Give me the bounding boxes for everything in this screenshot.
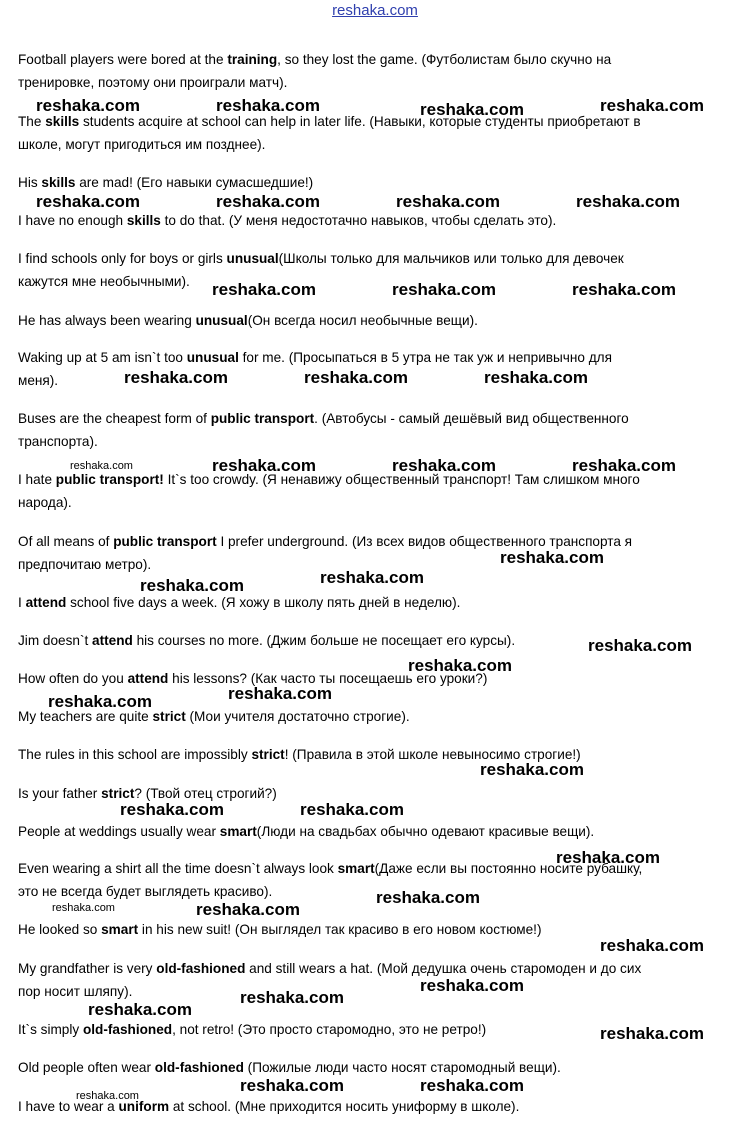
text-line	[18, 922, 541, 938]
line-text: Of all means of	[18, 534, 114, 549]
watermark-text: reshaka.com	[140, 576, 244, 595]
watermark-text: reshaka.com	[228, 684, 332, 703]
watermark-text: reshaka.com	[240, 988, 344, 1007]
text-line	[18, 861, 642, 877]
text-line: кажутся мне необычными).	[18, 274, 190, 289]
vocabulary-keyword: training	[227, 52, 278, 67]
watermark-text: reshaka.com	[212, 456, 316, 475]
text-line: это не всегда будет выглядеть красиво).	[18, 884, 273, 899]
line-text: (Люди на свадьбах обычно одевают красивые вещи).	[256, 824, 595, 839]
vocabulary-keyword: smart	[219, 824, 257, 839]
text-line	[18, 313, 478, 329]
line-text: , so they lost the game. (Футболистам было скучно на	[277, 52, 612, 67]
line-text: How often do you	[18, 671, 128, 686]
watermark-text: reshaka.com	[480, 760, 584, 779]
vocabulary-keyword: skills	[126, 213, 161, 228]
line-text: I find schools only for boys or girls	[18, 251, 227, 266]
line-text: . (Автобусы - самый дешёвый вид общественного	[314, 411, 629, 426]
vocabulary-keyword: strict	[101, 786, 135, 801]
vocabulary-keyword: unusual	[226, 251, 279, 266]
watermark-text: reshaka.com	[408, 656, 512, 675]
text-line	[18, 961, 641, 977]
watermark-text: reshaka.com	[572, 456, 676, 475]
line-text: It`s simply	[18, 1022, 83, 1037]
watermark-text: reshaka.com	[556, 848, 660, 867]
watermark-text: reshaka.com	[392, 280, 496, 299]
text-line	[18, 1022, 486, 1038]
text-line	[18, 472, 640, 488]
watermark-text: reshaka.com	[216, 96, 320, 115]
watermark-text: reshaka.com	[70, 460, 133, 472]
watermark-text: reshaka.com	[396, 192, 500, 211]
line-text: students acquire at school can help in later life. (Навыки, которые студенты приобретают в	[79, 114, 641, 129]
watermark-text: reshaka.com	[196, 900, 300, 919]
text-line: школе, могут пригодиться им позднее).	[18, 137, 266, 152]
line-text: Even wearing a shirt all the time doesn`t always look	[18, 861, 338, 876]
line-text: at school. (Мне приходится носить униформу в школе).	[169, 1099, 520, 1114]
watermark-text: reshaka.com	[48, 692, 152, 711]
text-line	[18, 350, 612, 366]
line-text: for me. (Просыпаться в 5 утра не так уж и непривычно для	[238, 350, 612, 365]
line-text: (Школы только для мальчиков или только для девочек	[278, 251, 624, 266]
vocabulary-keyword: public transport	[210, 411, 315, 426]
line-text: I have to wear a	[18, 1099, 119, 1114]
line-text: It`s too crowdy. (Я ненавижу общественный транспорт! Там слишком много	[163, 472, 640, 487]
line-text: The rules in this school are impossibly	[18, 747, 252, 762]
watermark-text: reshaka.com	[392, 456, 496, 475]
watermark-text: reshaka.com	[76, 1090, 139, 1102]
line-text: Waking up at 5 am isn`t too	[18, 350, 187, 365]
vocabulary-keyword: public transport!	[55, 472, 164, 487]
text-line	[18, 213, 556, 229]
line-text: The	[18, 114, 46, 129]
watermark-text: reshaka.com	[36, 96, 140, 115]
watermark-text: reshaka.com	[588, 636, 692, 655]
text-line: тренировке, поэтому они проиграли матч).	[18, 75, 288, 90]
text-line	[18, 52, 611, 68]
line-text: to do that. (У меня недостотачно навыков, чтобы сделать это).	[160, 213, 557, 228]
text-line: меня).	[18, 373, 59, 388]
line-text: Jim doesn`t	[18, 633, 93, 648]
text-line	[18, 411, 629, 427]
line-text: I	[18, 595, 26, 610]
line-text: He has always been wearing	[18, 313, 196, 328]
line-text: I hate	[18, 472, 56, 487]
vocabulary-keyword: strict	[152, 709, 186, 724]
line-text: in his new suit! (Он выглядел так красиво в его новом костюме!)	[138, 922, 542, 937]
text-line: предпочитаю метро).	[18, 557, 152, 572]
header-site-link[interactable]: reshaka.com	[332, 2, 418, 19]
vocabulary-keyword: public transport	[113, 534, 217, 549]
line-text: My grandfather is very	[18, 961, 157, 976]
watermark-text: reshaka.com	[420, 976, 524, 995]
vocabulary-keyword: smart	[337, 861, 375, 876]
vocabulary-keyword: attend	[92, 633, 133, 648]
text-line: пор носит шляпу).	[18, 984, 133, 999]
line-text: (Пожилые люди часто носят старомодный вещи).	[243, 1060, 561, 1075]
watermark-text: reshaka.com	[376, 888, 480, 907]
text-line: народа).	[18, 495, 72, 510]
line-text: and still wears a hat. (Мой дедушка очень старомоден и до сих	[245, 961, 642, 976]
watermark-text: reshaka.com	[600, 936, 704, 955]
line-text: I have no enough	[18, 213, 127, 228]
vocabulary-keyword: old-fashioned	[154, 1060, 244, 1075]
text-line	[18, 114, 641, 130]
vocabulary-keyword: attend	[25, 595, 67, 610]
text-line	[18, 824, 594, 840]
watermark-text: reshaka.com	[500, 548, 604, 567]
line-text: People at weddings usually wear	[18, 824, 220, 839]
vocabulary-keyword: uniform	[118, 1099, 170, 1114]
text-line	[18, 251, 624, 267]
vocabulary-keyword: skills	[45, 114, 80, 129]
watermark-text: reshaka.com	[300, 800, 404, 819]
watermark-text: reshaka.com	[576, 192, 680, 211]
watermark-text: reshaka.com	[320, 568, 424, 587]
watermark-text: reshaka.com	[420, 100, 524, 119]
line-text: his lessons? (Как часто ты посещаешь его уроки?)	[168, 671, 488, 686]
line-text: (Мои учителя достаточно строгие).	[185, 709, 410, 724]
watermark-text: reshaka.com	[120, 800, 224, 819]
watermark-text: reshaka.com	[88, 1000, 192, 1019]
watermark-text: reshaka.com	[124, 368, 228, 387]
line-text: Old people often wear	[18, 1060, 155, 1075]
line-text: ! (Правила в этой школе невыносимо строгие!)	[284, 747, 581, 762]
vocabulary-keyword: strict	[251, 747, 285, 762]
vocabulary-keyword: smart	[101, 922, 139, 937]
vocabulary-keyword: attend	[127, 671, 169, 686]
line-text: ? (Твой отец строгий?)	[134, 786, 277, 801]
vocabulary-keyword: unusual	[186, 350, 239, 365]
line-text: His	[18, 175, 42, 190]
watermark-text: reshaka.com	[600, 1024, 704, 1043]
line-text: Is your father	[18, 786, 102, 801]
text-line	[18, 595, 460, 611]
line-text: I prefer underground. (Из всех видов общественного транспорта я	[216, 534, 633, 549]
line-text: My teachers are quite	[18, 709, 153, 724]
vocabulary-keyword: old-fashioned	[156, 961, 246, 976]
line-text: (Он всегда носил необычные вещи).	[247, 313, 478, 328]
line-text: , not retro! (Это просто старомодно, это не ретро!)	[172, 1022, 487, 1037]
line-text: Buses are the cheapest form of	[18, 411, 211, 426]
watermark-text: reshaka.com	[420, 1076, 524, 1095]
line-text: school five days a week. (Я хожу в школу пять дней в неделю).	[66, 595, 461, 610]
text-line	[18, 175, 313, 191]
watermark-text: reshaka.com	[36, 192, 140, 211]
vocabulary-keyword: old-fashioned	[82, 1022, 173, 1037]
text-line	[18, 633, 515, 649]
watermark-text: reshaka.com	[216, 192, 320, 211]
line-text: He looked so	[18, 922, 102, 937]
watermark-text: reshaka.com	[52, 902, 115, 914]
line-text: Football players were bored at the	[18, 52, 228, 67]
watermark-text: reshaka.com	[484, 368, 588, 387]
vocabulary-keyword: unusual	[195, 313, 248, 328]
line-text: his courses no more. (Джим больше не посещает его курсы).	[132, 633, 516, 648]
vocabulary-keyword: skills	[41, 175, 76, 190]
watermark-text: reshaka.com	[600, 96, 704, 115]
text-line	[18, 1060, 561, 1076]
line-text: are mad! (Его навыки сумасшедшие!)	[75, 175, 314, 190]
watermark-text: reshaka.com	[212, 280, 316, 299]
watermark-text: reshaka.com	[572, 280, 676, 299]
watermark-text: reshaka.com	[240, 1076, 344, 1095]
watermark-text: reshaka.com	[304, 368, 408, 387]
line-text: (Даже если вы постоянно носите рубашку,	[374, 861, 643, 876]
text-line: транспорта).	[18, 434, 98, 449]
